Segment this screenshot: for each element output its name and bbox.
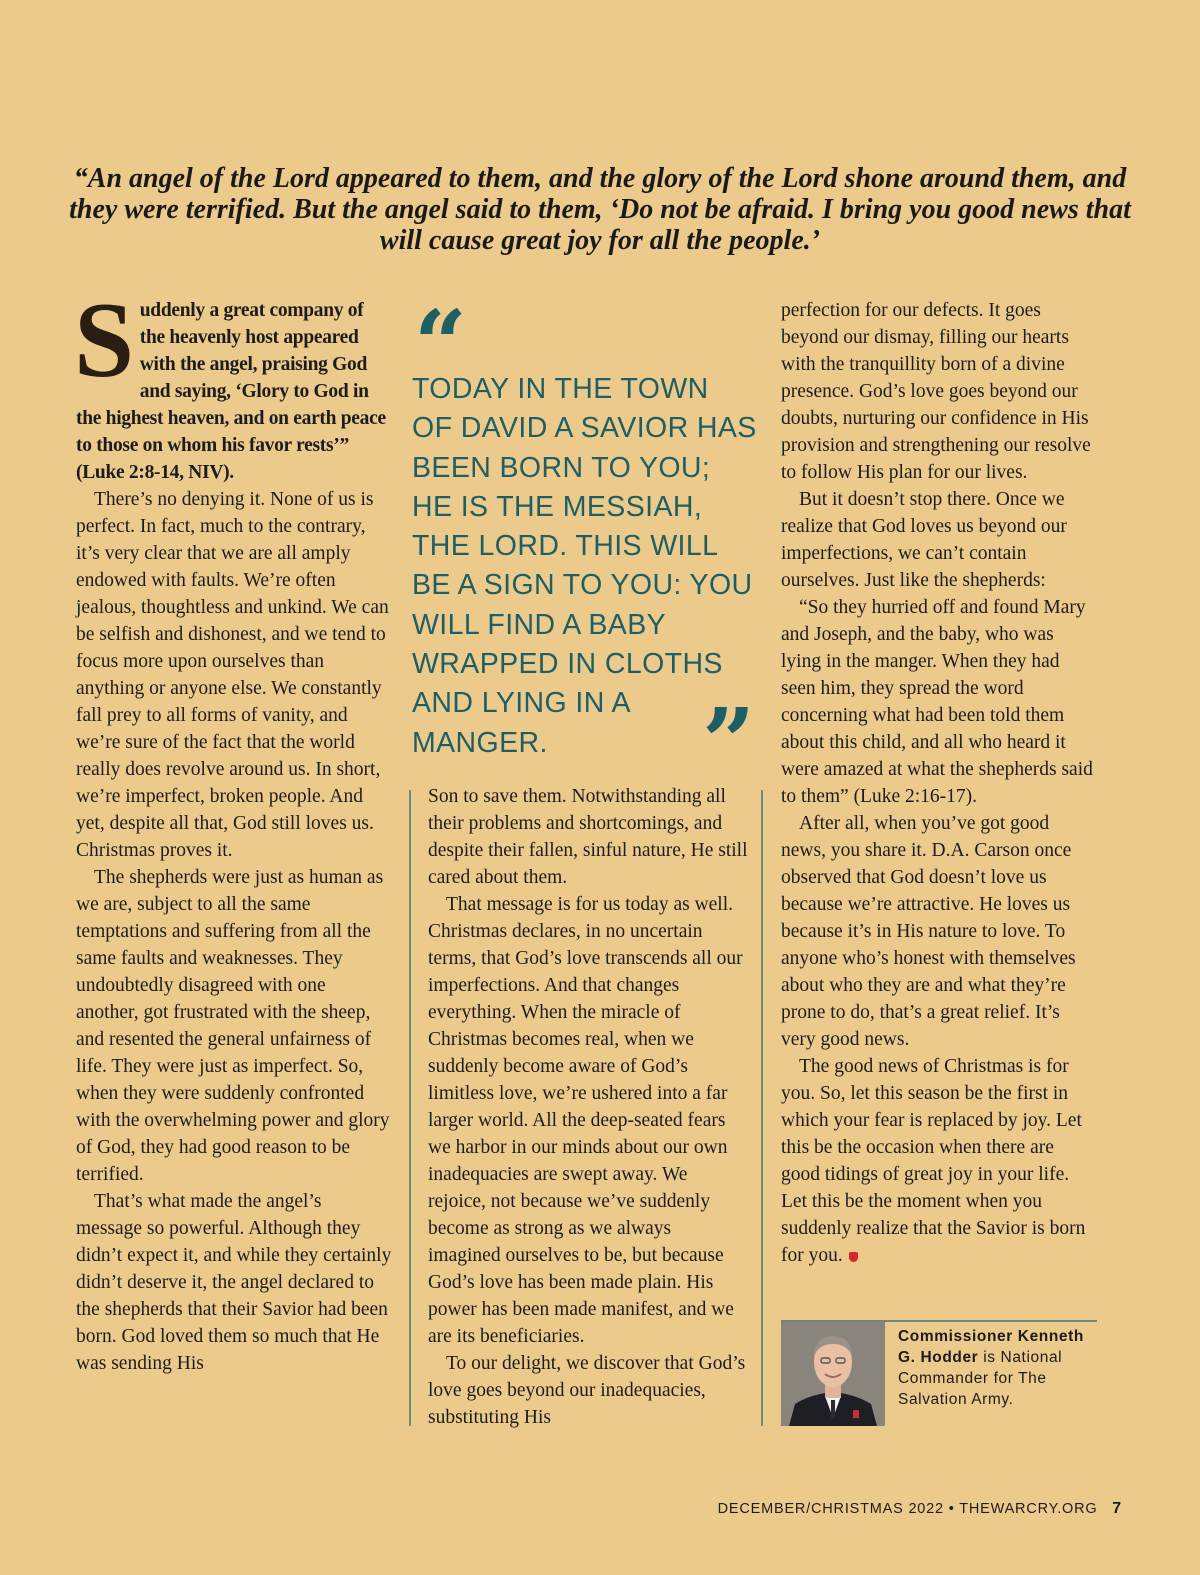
close-quote-icon: ” xyxy=(702,688,755,796)
body-paragraph: That’s what made the angel’s message so powerful. Although they didn’t expect it, and while they certainly didn’t deserve it, the angel declared to the shepherds that their Savior had been born. God loved them so much that He was sending His xyxy=(76,1191,392,1374)
body-paragraph: To our delight, we discover that God’s love goes beyond our inadequacies, substituting His xyxy=(428,1353,746,1428)
column-divider-left xyxy=(409,790,411,1426)
article-column-3 xyxy=(781,297,1097,1269)
pull-quote xyxy=(412,290,757,796)
article-column-2 xyxy=(428,783,748,1431)
body-paragraph: But it doesn’t stop there. Once we realize that God loves us beyond our imperfections, we can’t contain ourselves. Just like the shepherds: xyxy=(781,489,1067,591)
body-paragraph: perfection for our defects. It goes beyond our dismay, filling our hearts with the tranquillity born of a divine presence. God’s love goes beyond our doubts, nurturing our confidence in His provision and strengthening our resolve to follow His plan for our lives. xyxy=(781,300,1091,483)
footer-separator: • xyxy=(948,1501,955,1517)
intro-paragraph xyxy=(74,281,392,486)
header-scripture-quote: “An angel of the Lord appeared to them, and the glory of the Lord shone around them, and they were terrified. But the angel said to them, ‘Do not be afraid. I bring you good news that will cause great joy for all the people.’ xyxy=(69,163,1131,256)
pull-quote-text: TODAY IN THE TOWN OF DAVID A SAVIOR HAS BEEN BORN TO YOU; HE IS THE MESSIAH, THE LORD. THIS WILL BE A SIGN TO YOU: YOU WILL FIND A BABY WRAPPED IN CLOTHS AND LYING IN A MANGER. xyxy=(412,373,757,759)
intro-text: uddenly a great company of the heavenly host appeared with the angel, praising God and saying, ‘Glory to God in the highest heaven, and on earth peace to those on whom his favor rests’” (Luke 2:8-14, NIV). xyxy=(76,300,386,483)
column-divider-right xyxy=(761,790,763,1426)
body-paragraph: That message is for us today as well. Christmas declares, in no uncertain terms, that God’s love transcends all our imperfections. And that changes everything. When the miracle of Christmas becomes real, when we suddenly become aware of God’s limitless love, we’re ushered into a far larger world. All the deep-seated fears we harbor in our minds about our own inadequacies are swept away. We rejoice, not because we’ve suddenly become as strong as we always imagined ourselves to be, but because God’s love has been made plain. His power has been made manifest, and we are its beneficiaries. xyxy=(428,894,743,1347)
author-description: is National Commander for The Salvation Army. xyxy=(898,1349,1063,1408)
author-name: Commissioner Kenneth G. Hodder xyxy=(898,1328,1084,1366)
body-paragraph: After all, when you’ve got good news, you share it. D.A. Carson once observed that God doesn’t love us because we’re attractive. He loves us because it’s in His nature to love. To anyone who’s honest with themselves about who they are and what they’re prone to do, that’s a great relief. It’s very good news. xyxy=(781,813,1076,1050)
page-footer xyxy=(718,1500,1122,1518)
closing-text: The good news of Christmas is for you. So, let this season be the first in which your fear is replaced by joy. Let this be the occasion when there are good tidings of great joy in your life. Let this be the moment when you suddenly realize that the Savior is born for you. xyxy=(781,1056,1086,1266)
author-photo xyxy=(781,1322,885,1426)
page-number: 7 xyxy=(1112,1500,1122,1517)
end-mark-icon xyxy=(849,1252,858,1262)
body-paragraph: There’s no denying it. None of us is perfect. In fact, much to the contrary, it’s very clear that we are all amply endowed with faults. We’re often jealous, thoughtless and unkind. We can be selfish and dishonest, and we tend to focus more upon ourselves than anything or anyone else. We constantly fall prey to all forms of vanity, and we’re sure of the fact that the world really does revolve around us. In short, we’re imperfect, broken people. And yet, despite all that, God still loves us. Christmas proves it. xyxy=(76,489,389,861)
drop-cap: S xyxy=(74,281,134,400)
body-paragraph: Son to save them. Notwithstanding all their problems and shortcomings, and despite their fallen, sinful nature, He still cared about them. xyxy=(428,786,748,888)
issue-label: DECEMBER/CHRISTMAS 2022 xyxy=(717,1501,944,1517)
body-paragraph xyxy=(781,1053,1097,1269)
author-bio xyxy=(898,1326,1098,1410)
body-paragraph: The shepherds were just as human as we are, subject to all the same temptations and suffering from all the same faults and weaknesses. They undoubtedly disagreed with one another, got frustrated with the sheep, and resented the general unfairness of life. They were just as imperfect. So, when they were suddenly confronted with the overwhelming power and glory of God, they had good reason to be terrified. xyxy=(76,867,390,1185)
article-column-1 xyxy=(74,281,392,1377)
open-quote-icon: “ xyxy=(414,290,467,398)
website-label: THEWARCRY.ORG xyxy=(959,1501,1098,1517)
scripture-paragraph: “So they hurried off and found Mary and Joseph, and the baby, who was lying in the manger. When they had seen him, they spread the word concerning what had been told them about this child, and all who heard it were amazed at what the shepherds said to them” (Luke 2:16-17). xyxy=(781,597,1093,807)
